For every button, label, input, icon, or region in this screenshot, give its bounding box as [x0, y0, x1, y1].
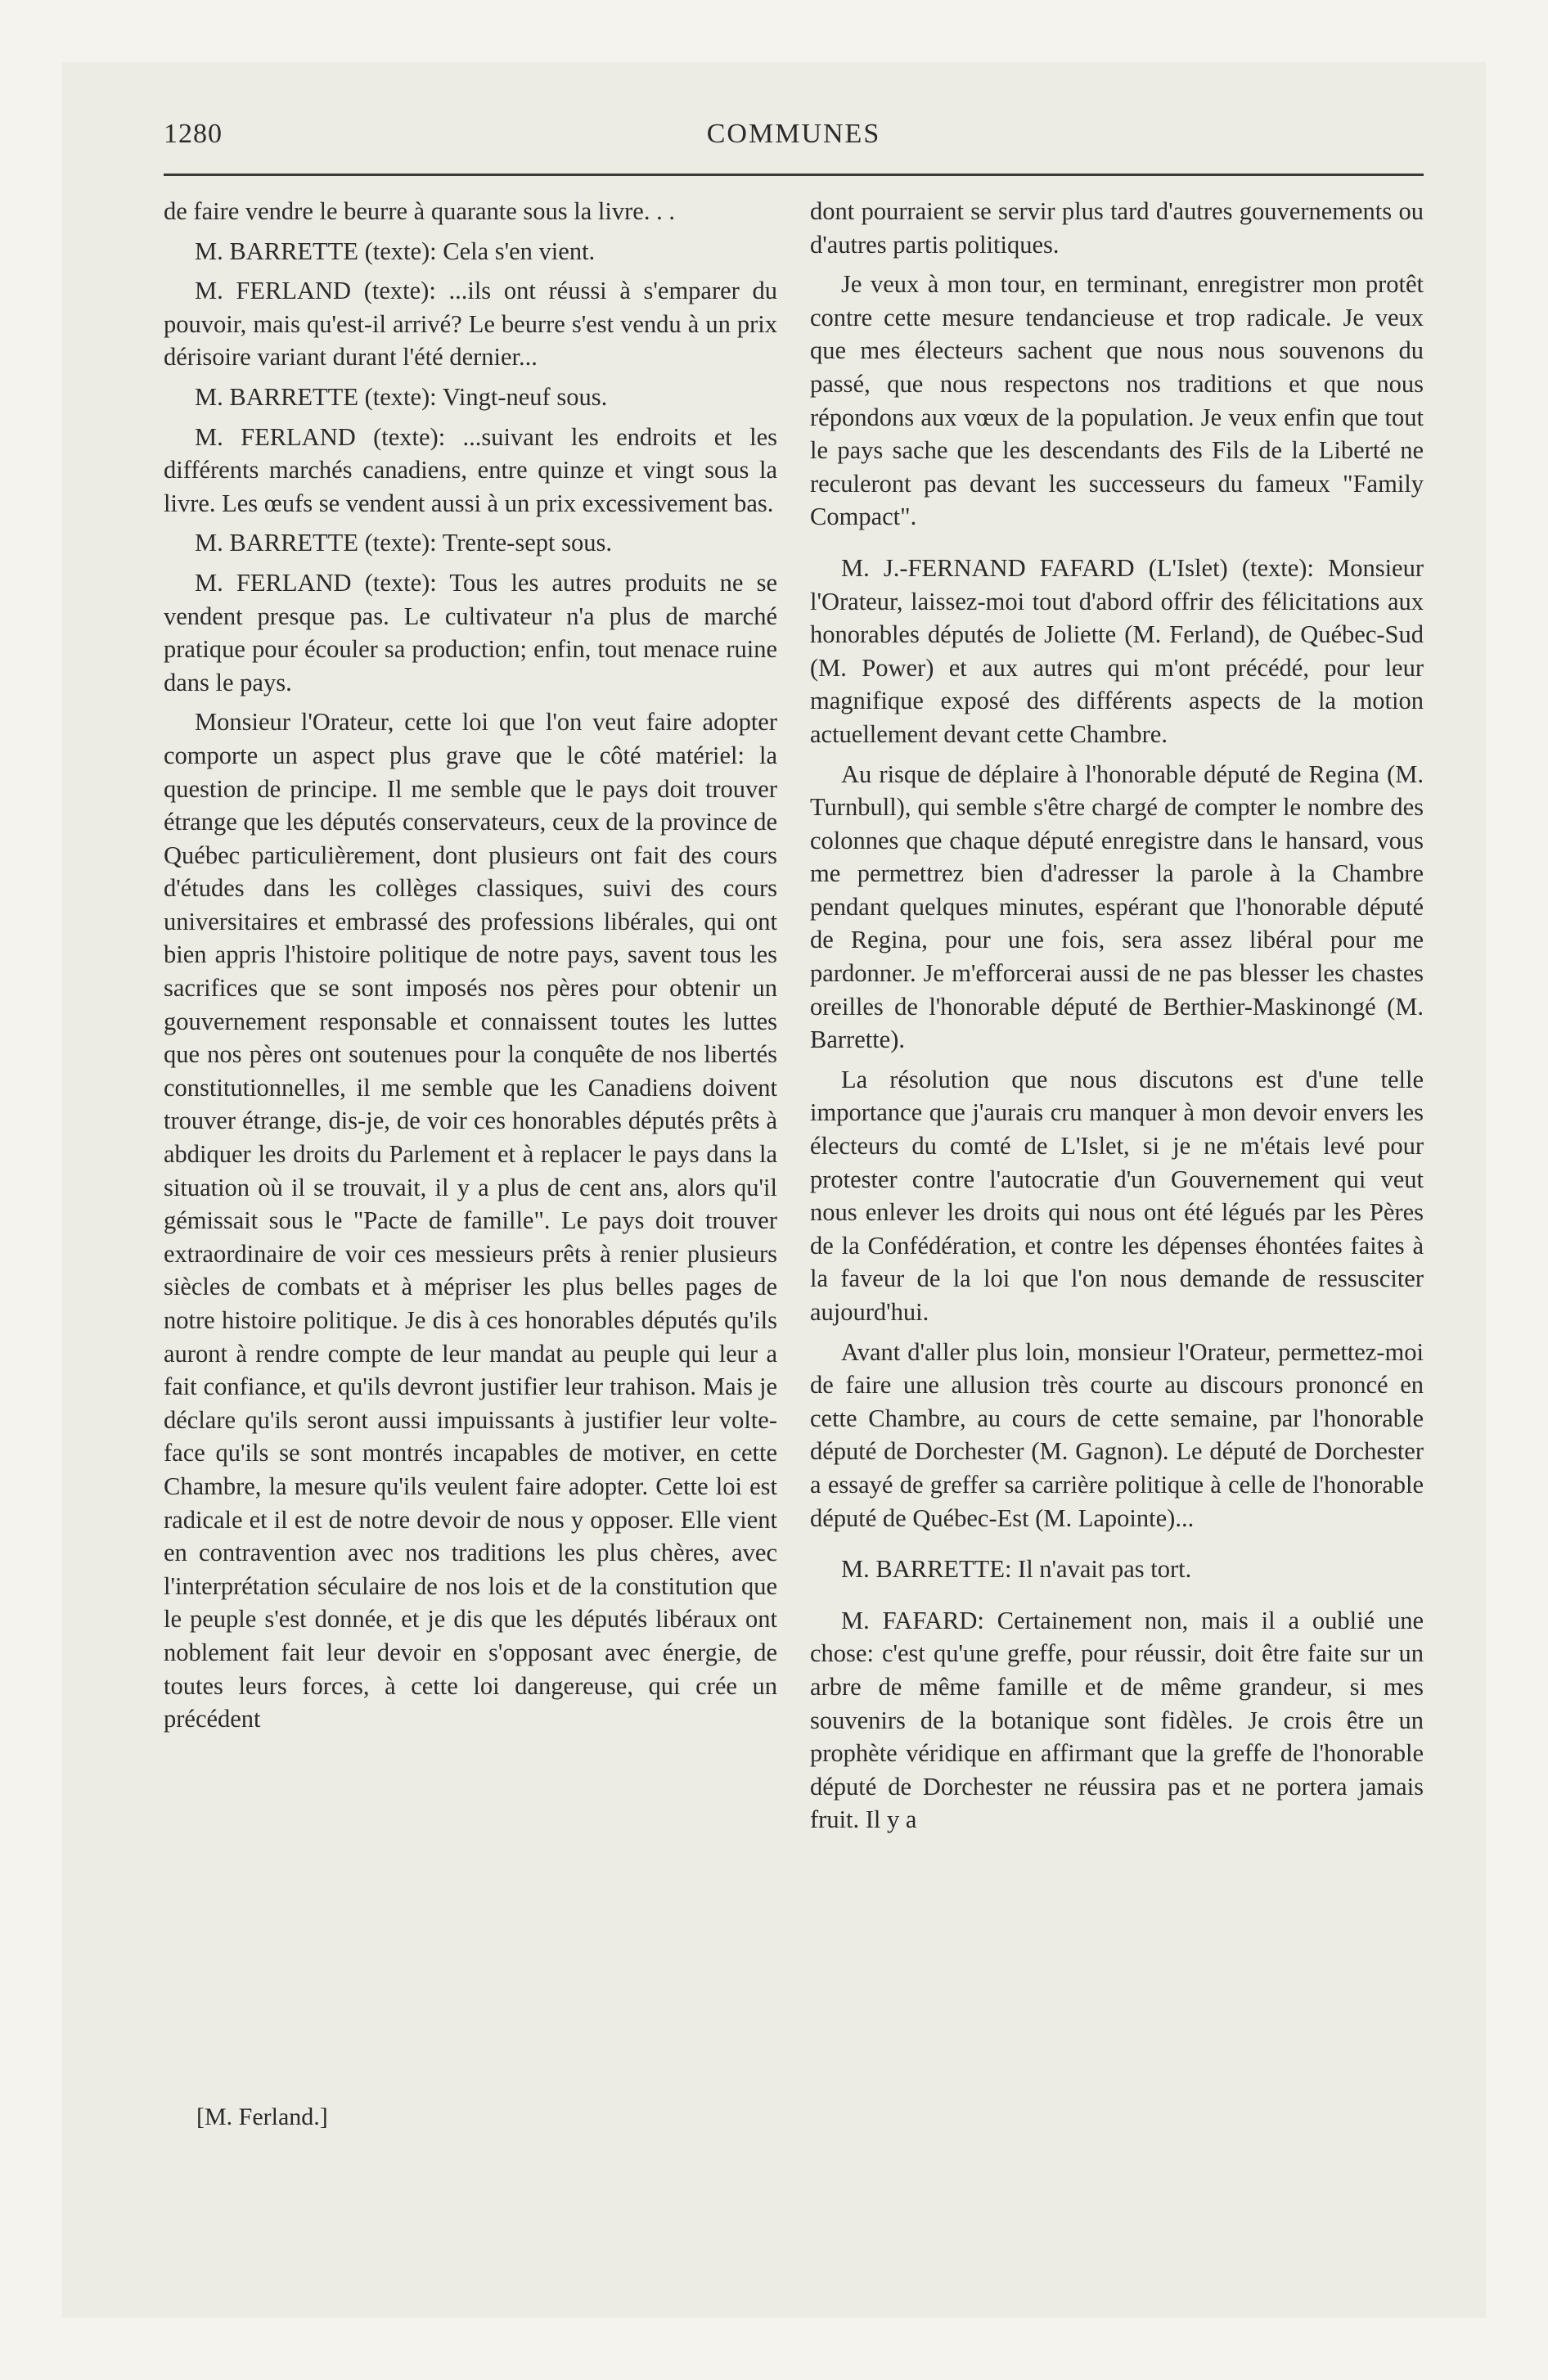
paragraph: Je veux à mon tour, en terminant, enregistrer mon protêt contre cette mesure tendancieuse et trop radicale. Je veux que mes électeurs sachent que nous nous souvenons du passé, que nous respectons nos traditions et que nous répondons aux vœux de la population. Je veux enfin que tout le pays sache que les descendants des Fils de la Liberté ne reculeront pas devant les successeurs du fameux "Family Compact".: [810, 270, 1424, 531]
paragraph: La résolution que nous discutons est d'une telle importance que j'aurais cru manquer à mon devoir envers les électeurs du comté de L'Islet, si je ne m'étais levé pour protester contre l'autocratie d'un Gouvernement qui veut nous enlever les droits qui nous ont été légués par les Pères de la Confédération, et contre les dépenses éhontées faites à la faveur de la loi que l'on nous demande de ressusciter aujourd'hui.: [810, 1065, 1424, 1326]
running-head: [164, 119, 1424, 160]
paragraph: M. BARRETTE (texte): Trente-sept sous.: [195, 529, 612, 557]
paragraph: M. FERLAND (texte): ...suivant les endroits et les différents marchés canadiens, entre quinze et vingt sous la livre. Les œufs se vendent aussi à un prix excessivement bas.: [164, 422, 777, 517]
paragraph: M. FAFARD: Certainement non, mais il a oublié une chose: c'est qu'une greffe, pour réussir, doit être faite sur un arbre de même famille et de même grandeur, si mes souvenirs de la botanique sont fidèles. Je crois être un prophète véridique en affirmant que la greffe de l'honorable député de Dorchester ne réussira pas et ne portera jamais fruit. Il y a: [810, 1606, 1424, 1834]
paragraph: M. BARRETTE: Il n'avait pas tort.: [841, 1555, 1192, 1584]
paragraph: M. FERLAND (texte): Tous les autres produits ne se vendent presque pas. Le cultivateur n'a plus de marché pratique pour écouler sa production; enfin, tout menace ruine dans le pays.: [164, 568, 777, 696]
paragraph: M. FERLAND (texte): ...ils ont réussi à s'emparer du pouvoir, mais qu'est-il arrivé? Le beurre s'est vendu à un prix dérisoire variant durant l'été dernier...: [164, 277, 777, 372]
paragraph: M. BARRETTE (texte): Cela s'en vient.: [195, 237, 596, 265]
page-title: COMMUNES: [706, 119, 881, 149]
right-column: [810, 195, 1424, 1843]
paragraph: Avant d'aller plus loin, monsieur l'Orateur, permettez-moi de faire une allusion très courte au discours prononcé en cette Chambre, au cours de cette semaine, par l'honorable député de Dorchester (M. Gagnon). Le député de Dorchester a essayé de greffer sa carrière politique à celle de l'honorable député de Québec-Est (M. Lapointe)...: [810, 1337, 1424, 1532]
page-number: 1280: [164, 119, 223, 149]
paragraph: dont pourraient se servir plus tard d'autres gouvernements ou d'autres partis politiques.: [810, 197, 1424, 259]
paragraph: M. J.-FERNAND FAFARD (L'Islet) (texte): Monsieur l'Orateur, laissez-moi tout d'abord offrir des félicitations aux honorables députés de Joliette (M. Ferland), de Québec-Sud (M. Power) et aux autres qui m'ont précédé, pour leur magnifique exposé des différents aspects de la motion actuellement devant cette Chambre.: [810, 553, 1424, 748]
speaker-note: [M. Ferland.]: [196, 2103, 328, 2130]
paragraph: Monsieur l'Orateur, cette loi que l'on veut faire adopter comporte un aspect plus grave que le côté matériel: la question de principe. Il me semble que le pays doit trouver étrange que les députés conservateurs, ceux de la province de Québec particulièrement, dont plusieurs ont fait des cours d'études dans les collèges classiques, suivi des cours universitaires et embrassé des professions libérales, qui ont bien appris l'histoire politique de notre pays, savent tous les sacrifices que se sont imposés nos pères pour obtenir un gouvernement responsable et connaissent toutes les luttes que nos pères ont soutenues pour la conquête de nos libertés constitutionnelles, il me semble que les Canadiens doivent trouver étrange, dis-je, de voir ces honorables députés prêts à abdiquer les droits du Parlement et à replacer le pays dans la situation où il se trouvait, il y a plus de cent ans, alors qu'il gémissait sous le "Pacte de famille". Le pays doit trouver extraordinaire de voir ces messieurs prêts à renier plusieurs siècles de combats et à mépriser les plus belles pages de notre histoire politique. Je dis à ces honorables députés qu'ils auront à rendre compte de leur mandat au peuple qui leur a fait confiance, et qu'ils devront justifier leur trahison. Mais je déclare qu'ils seront aussi impuissants à justifier leur volte-face qu'ils se sont montrés incapables de motiver, en cette Chambre, la mesure qu'ils veulent faire adopter. Cette loi est radicale et il est de notre devoir de nous y opposer. Elle vient en contravention avec nos traditions les plus chères, avec l'interprétation séculaire de nos lois et de la constitution que le peuple s'est donnée, et je dis que les députés libéraux ont noblement fait leur devoir en s'opposant avec énergie, de toutes leurs forces, à cette loi dangereuse, qui crée un précédent: [164, 708, 777, 1733]
paragraph: de faire vendre le beurre à quarante sous la livre. . .: [164, 197, 675, 225]
header-rule: [164, 174, 1424, 176]
paragraph: M. BARRETTE (texte): Vingt-neuf sous.: [195, 382, 608, 411]
left-column: [164, 195, 777, 1742]
paragraph: Au risque de déplaire à l'honorable député de Regina (M. Turnbull), qui semble s'être chargé de compter le nombre des colonnes que chaque député enregistre dans le hansard, vous me permettrez bien d'adresser la parole à la Chambre pendant quelques minutes, espérant que l'honorable député de Regina, pour une fois, sera assez libéral pour me pardonner. Je m'efforcerai aussi de ne pas blesser les chastes oreilles de l'honorable député de Berthier-Maskinongé (M. Barrette).: [810, 760, 1424, 1054]
